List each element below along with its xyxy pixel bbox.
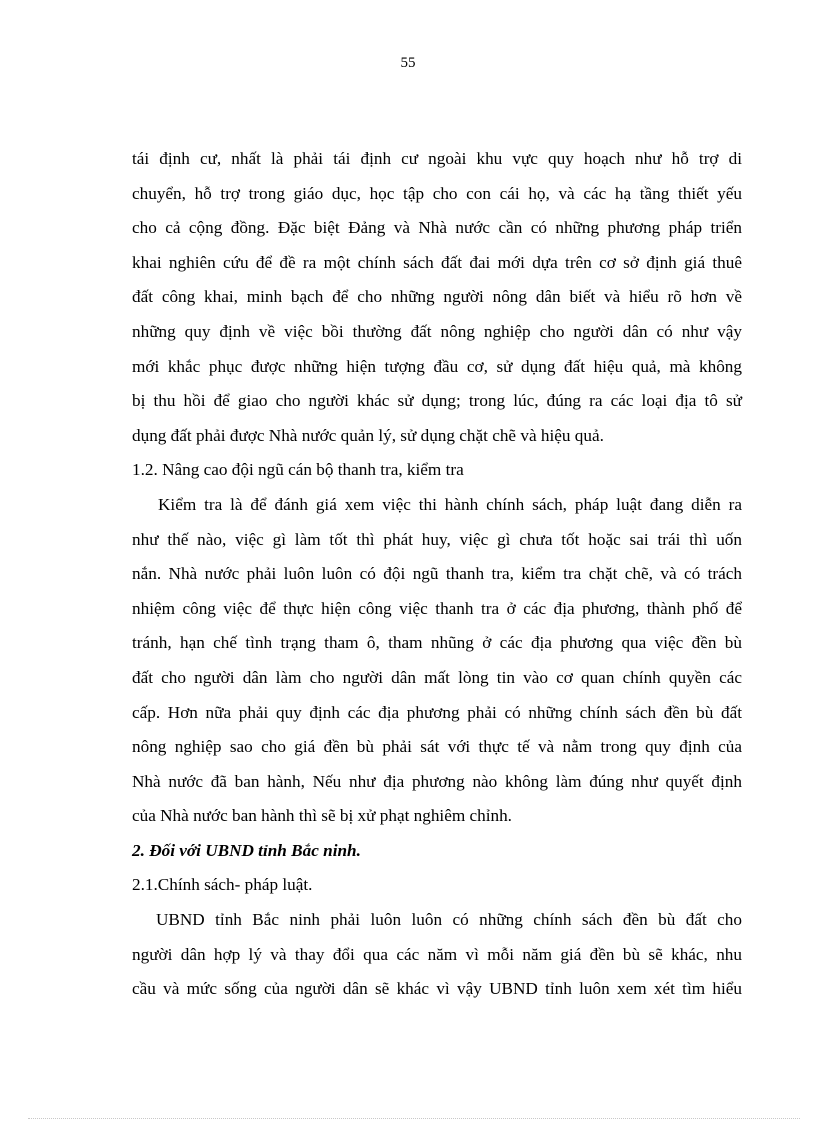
body-line: bị thu hồi để giao cho người khác sử dụng; trong lúc, đúng ra các loại địa tô sử (132, 391, 742, 411)
page-number: 55 (400, 55, 416, 71)
section-heading-1-2: 1.2. Nâng cao đội ngũ cán bộ thanh tra, kiểm tra (132, 460, 464, 480)
body-line: nhiệm công việc để thực hiện công việc thanh tra ở các địa phương, thành phố để (132, 598, 742, 618)
section-heading-2: 2. Đối với UBND tỉnh Bắc ninh. (132, 840, 361, 860)
body-line: cầu và mức sống của người dân sẽ khác vì vậy UBND tỉnh luôn xem xét tìm hiểu (132, 979, 742, 999)
body-line: nắn. Nhà nước phải luôn luôn có đội ngũ thanh tra, kiểm tra chặt chẽ, và có trách (132, 564, 742, 584)
body-line: Nhà nước đã ban hành, Nếu như địa phương nào không làm đúng như quyết định (132, 771, 742, 791)
body-line: những quy định về việc bồi thường đất nông nghiệp cho người dân có như vậy (132, 321, 742, 341)
page-bottom-divider (28, 1118, 800, 1119)
body-line: chuyển, hỗ trợ trong giáo dục, học tập cho con cái họ, và các hạ tầng thiết yếu (132, 183, 742, 203)
body-line: của Nhà nước ban hành thì sẽ bị xử phạt nghiêm chỉnh. (132, 806, 512, 826)
paragraph-first-line: UBND tỉnh Bắc ninh phải luôn luôn có những chính sách đền bù đất cho (156, 910, 742, 930)
paragraph-first-line: Kiểm tra là để đánh giá xem việc thi hành chính sách, pháp luật đang diễn ra (158, 494, 742, 514)
body-line: mới khắc phục được những hiện tượng đầu cơ, sử dụng đất hiệu quả, mà không (132, 356, 742, 376)
body-line: cấp. Hơn nữa phải quy định các địa phương phải có những chính sách đền bù đất (132, 702, 742, 722)
body-line: dụng đất phải được Nhà nước quản lý, sử dụng chặt chẽ và hiệu quả. (132, 425, 604, 445)
document-body (132, 142, 742, 1007)
body-line: như thế nào, việc gì làm tốt thì phát huy, việc gì chưa tốt hoặc sai trái thì uốn (132, 529, 742, 549)
body-line: tránh, hạn chế tình trạng tham ô, tham nhũng ở các địa phương qua việc đền bù (132, 633, 742, 653)
section-heading-2-1: 2.1.Chính sách- pháp luật. (132, 875, 313, 895)
body-line: nông nghiệp sao cho giá đền bù phải sát với thực tế và nằm trong quy định của (132, 737, 742, 757)
body-line: người dân hợp lý và thay đổi qua các năm vì mỗi năm giá đền bù sẽ khác, nhu (132, 944, 742, 964)
body-line: khai nghiên cứu để đề ra một chính sách đất đai mới dựa trên cơ sở định giá thuê (132, 252, 742, 272)
body-line: cho cả cộng đồng. Đặc biệt Đảng và Nhà nước cần có những phương pháp triển (132, 218, 742, 238)
body-line: đất cho người dân làm cho người dân mất lòng tin vào cơ quan chính quyền các (132, 667, 742, 687)
body-line: tái định cư, nhất là phải tái định cư ngoài khu vực quy hoạch như hỗ trợ di (132, 149, 742, 168)
body-line: đất công khai, minh bạch để cho những người nông dân biết và hiểu rõ hơn về (132, 287, 742, 307)
